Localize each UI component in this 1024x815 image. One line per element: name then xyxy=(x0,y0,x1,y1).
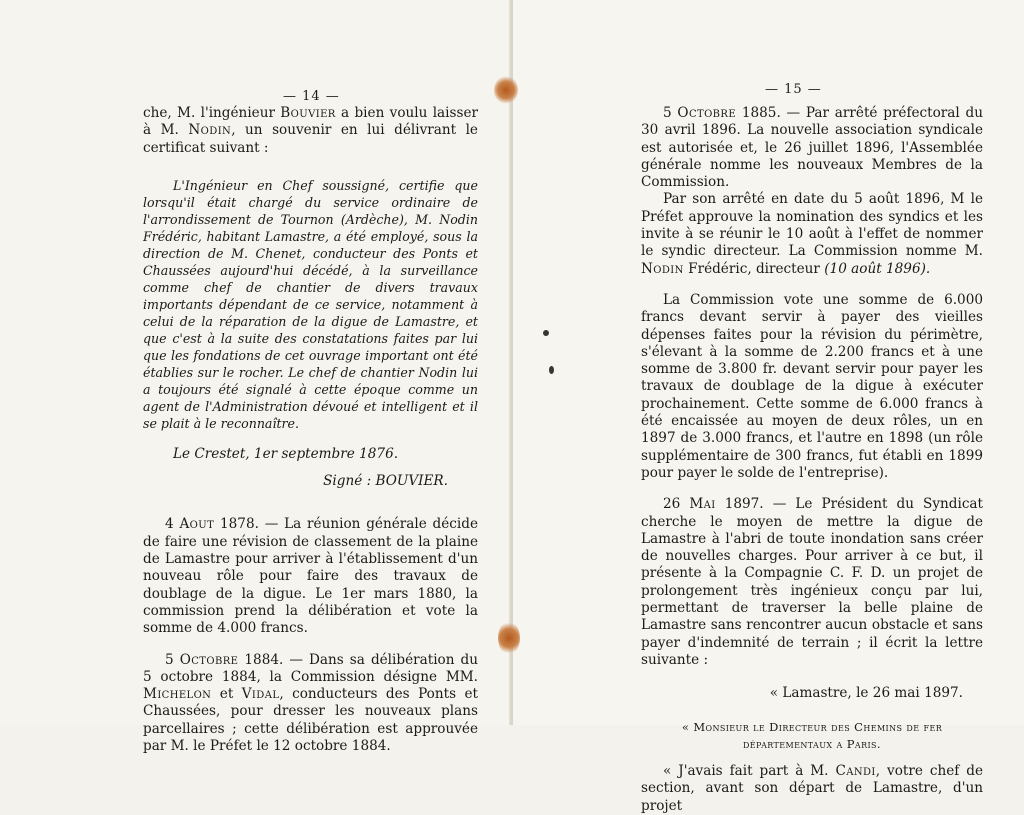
certificate-text: L'Ingénieur en Chef soussigné, certifie que lorsqu'il était chargé du service ordinaire de l'arrondissement de Tournon (Ardèche), M. Nodin Frédéric, habitant Lamastre, a été employé, sous la direction de M. Chenet, conducteur des Ponts et Chaussées aujourd'hui décédé, à la surveillance comme chef de chantier de divers travaux importants dépendant de ce service, notamment à celui de la réparation de la digue de Lamastre, et que c'est à la suite des constatations faites par lui que les fondations de cet ouvrage important ont été établies sur le rocher. Le chef de chantier Nodin lui a toujours été signalé à cette époque comme un agent de l'Administration dévoué et intelligent et il se plait à le reconnaître. xyxy=(143,177,478,431)
right-text-column xyxy=(641,105,983,815)
entry-octobre-1884 xyxy=(143,652,478,756)
text-run: 5 xyxy=(165,651,180,668)
small-caps-name: Octobre xyxy=(677,105,737,121)
text-run: 1885. — Par arrêté préfectoral du 30 avril 1896. La nouvelle association syndicale est autorisée et, le 26 juillet 1896, l'Assemblée générale nomme les nouveaux Membres de la Commission. xyxy=(641,105,983,191)
text-run: 4 xyxy=(165,516,180,533)
entry-aout-1896 xyxy=(641,191,983,277)
small-caps-name: Aout xyxy=(179,516,215,533)
signature: Signé : BOUVIER. xyxy=(323,473,448,490)
text-run: , un souvenir en lui délivrant le certificat suivant : xyxy=(143,122,478,156)
text-run: a bien voulu laisser à M. xyxy=(143,105,478,139)
text-run: « J'avais fait part à M. xyxy=(663,763,836,780)
text-run: , votre chef de section, avant son départ de Lamastre, d'un projet xyxy=(641,763,983,814)
text-run: 1897. — Le Président du Syndicat cherche le moyen de mettre la digue de Lamastre à l'abri de toute inondation sans créer de nouvelles charges. Pour arriver à ce but, il présente à la Compagnie C. F. D. un projet de prolongement très ingénieux conçu par lui, permettant de traverser la belle plaine de Lamastre sans rencontrer aucun obstacle et sans payer d'indemnité de terrain ; il écrit la lettre suivante : xyxy=(641,496,983,668)
place-date: Le Crestet, 1er septembre 1876. xyxy=(173,445,399,462)
text-run: Frédéric, directeur xyxy=(683,260,825,277)
letter-body xyxy=(641,763,983,815)
small-caps-name: Nodin xyxy=(188,122,232,139)
letter-address: « Monsieur le Directeur des Chemins de fer départementaux a Paris. xyxy=(681,719,943,751)
speck-mark xyxy=(543,330,549,336)
small-caps-name: Octobre xyxy=(179,651,239,668)
entry-octobre-1885 xyxy=(641,105,983,191)
rust-stain-top xyxy=(494,76,518,104)
right-page xyxy=(513,0,1024,814)
rust-stain-bottom xyxy=(498,621,520,655)
left-text-column xyxy=(143,105,478,755)
small-caps-name: Candi xyxy=(835,763,876,780)
text-run: che, M. l'ingénieur xyxy=(143,105,281,121)
text-run: 1884. — Dans sa délibération du 5 octobre 1884, la Commission désigne MM. xyxy=(143,651,478,685)
small-caps-name: Vidal xyxy=(241,686,280,703)
intro-paragraph xyxy=(143,105,478,157)
page-number-left: — 14 — xyxy=(283,89,340,104)
page-number-right: — 15 — xyxy=(765,82,822,97)
small-caps-name: Nodin xyxy=(641,260,684,277)
letter-date: « Lamastre, le 26 mai 1897. xyxy=(769,685,963,702)
small-caps-name: Bouvier xyxy=(280,105,336,121)
text-run: et xyxy=(211,686,242,703)
small-caps-name: Mai xyxy=(689,496,716,513)
text-run: , conducteurs des Ponts et Chaussées, pour dresser les nouveaux plans parcellaires ; cette délibération est approuvée par M. le Préfet le 12 octobre 1884. xyxy=(143,686,478,755)
entry-aout-1878 xyxy=(143,516,478,637)
left-page xyxy=(0,0,511,755)
speck-mark xyxy=(549,366,554,374)
text-run: Par son arrêté en date du 5 août 1896, M le Préfet approuve la nomination des syndics et les invite à se réunir le 10 août à l'effet de nommer le syndic directeur. La Commission nomme M. xyxy=(641,191,983,260)
entry-vote-6000: La Commission vote une somme de 6.000 francs devant servir à payer des vieilles dépenses faites pour la révision du périmètre, s'élevant à la somme de 2.200 francs et à une somme de 3.800 fr. devant servir pour payer les travaux de doublage de la digue à exécuter prochainement. Cette somme de 6.000 francs à été encaissée au moyen de deux rôles, un en 1897 de 3.000 francs, et l'autre en 1898 (un rôle supplémentaire de 300 francs, fut établi en 1899 pour payer le solde de l'entreprise). xyxy=(641,291,983,481)
text-run: 1878. — La réunion générale décide de faire une révision de classement de la plaine de Lamastre pour arriver à l'établissement d'un nouveau rôle pour faire des travaux de doublage de la digue. Le 1er mars 1880, la commission prend la délibération et vote la somme de 4.000 francs. xyxy=(143,516,478,637)
text-run: 5 xyxy=(663,105,678,121)
italic-text: (10 août 1896). xyxy=(824,260,931,277)
text-run: 26 xyxy=(663,496,690,513)
small-caps-name: Michelon xyxy=(143,686,212,703)
entry-mai-1897 xyxy=(641,496,983,669)
